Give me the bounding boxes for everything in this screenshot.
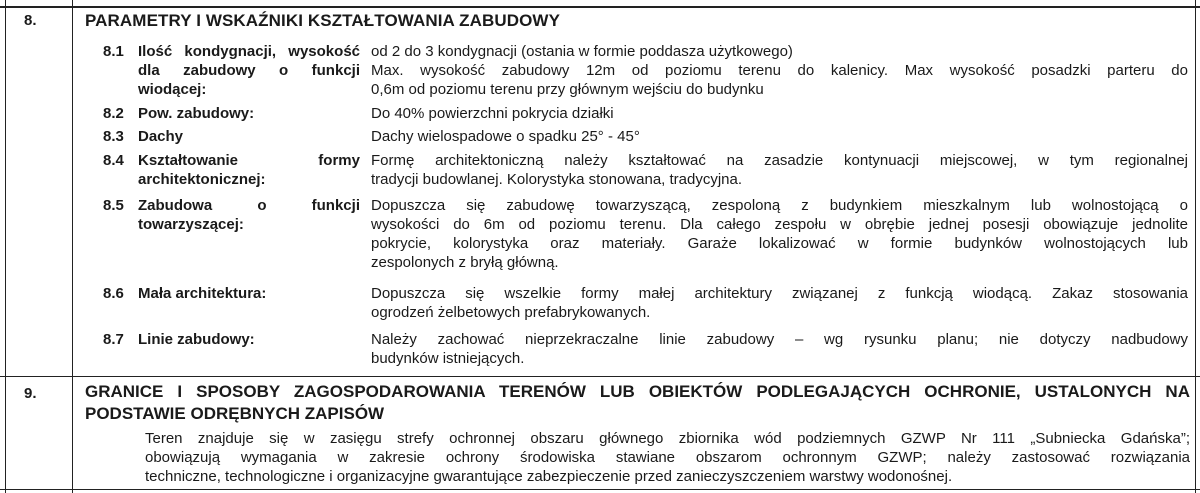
item-number: 8.3 — [103, 128, 124, 145]
section-9-paragraph — [145, 429, 1190, 486]
text-line: techniczne, technologiczne i organizacyjne gwarantujące zabezpieczenie przed zanieczyszczeniem warstwy wodonośnej. — [145, 468, 953, 485]
text-line: wysokości do 6m od poziomu terenu. Dla całego zespołu w obrębie jednej posesji obowiązuje jednolite — [371, 216, 1188, 233]
text-line: od 2 do 3 kondygnacji (ostania w formie poddasza użytkowego) — [371, 43, 793, 60]
text-line: Do 40% powierzchni pokrycia działki — [371, 105, 614, 122]
item-label: Mała architektura: — [138, 285, 267, 302]
item-number: 8.2 — [103, 105, 124, 122]
text-line: tradycji budowlanej. Kolorystyka stonowana, tradycyjna. — [371, 171, 743, 188]
item-number: 8.1 — [103, 43, 124, 60]
item-text — [371, 284, 1188, 322]
item-text — [371, 104, 1188, 123]
text-line: zespolonych z bryłą główną. — [371, 254, 559, 271]
section-9-title: GRANICE I SPOSOBY ZAGOSPODAROWANIA TERENÓW LUB OBIEKTÓW PODLEGAJĄCYCH OCHRONIE, USTALONYCH NA PODSTAWIE ODRĘBNYCH ZAPISÓW — [85, 382, 1190, 423]
text-line: Dopuszcza się wszelkie formy małej architektury związanej z funkcją wiodącą. Zakaz stosowania — [371, 285, 1188, 302]
text-line: 0,6m od poziomu terenu przy głównym wejściu do budynku — [371, 81, 764, 98]
table-left-border — [5, 0, 6, 493]
item-label: Ilość kondygnacji, wysokość dla zabudowy o funkcji wiodącej: — [138, 43, 360, 98]
text-line: obowiązują wymagania w zakresie ochrony środowiska stawiane obszarom ochronnym GZWP; należy zastosować rozwiązania — [145, 449, 1190, 466]
text-line: Max. wysokość zabudowy 12m od poziomu terenu do kalenicy. Max wysokość posadzki parteru do — [371, 62, 1188, 79]
item-label: Dachy — [138, 128, 184, 145]
item-number: 8.5 — [103, 197, 124, 214]
item-text — [371, 330, 1188, 368]
table-column-divider — [72, 0, 73, 493]
text-line: Teren znajduje się w zasięgu strefy ochronnej obszaru głównego zbiornika wód podziemnych GZWP Nr 111 „Subniecka Gdańska”; — [145, 430, 1190, 447]
text-line: Dopuszcza się zabudowę towarzyszącą, zespoloną z budynkiem mieszkalnym lub wolnostojącą o — [371, 197, 1188, 214]
section-8-number: 8. — [24, 12, 37, 29]
table-bottom-border — [0, 489, 1200, 490]
text-line: Formę architektoniczną należy kształtować na zasadzie kontynuacji miejscowej, w tym regionalnej — [371, 152, 1188, 169]
item-number: 8.7 — [103, 331, 124, 348]
item-text — [371, 127, 1188, 146]
item-label: Zabudowa o funkcji towarzyszącej: — [138, 197, 360, 233]
item-text — [371, 151, 1188, 189]
item-label: Kształtowanie formy architektonicznej: — [138, 152, 360, 188]
item-number: 8.6 — [103, 285, 124, 302]
text-line: Dachy wielospadowe o spadku 25° - 45° — [371, 128, 640, 145]
text-line: pokrycie, kolorystyka oraz materiały. Garaże lokalizować w formie budynków wolnostojących lub — [371, 235, 1188, 252]
item-number: 8.4 — [103, 152, 124, 169]
item-text — [371, 42, 1188, 99]
item-label: Pow. zabudowy: — [138, 105, 255, 122]
item-text — [371, 196, 1188, 272]
table-top-border — [0, 0, 1200, 8]
section-9-number: 9. — [24, 385, 37, 402]
text-line: Należy zachować nieprzekraczalne linie zabudowy – wg rysunku planu; nie dotyczy nadbudowy — [371, 331, 1188, 348]
item-label: Linie zabudowy: — [138, 331, 255, 348]
text-line: ogrodzeń żelbetowych prefabrykowanych. — [371, 304, 651, 321]
section-divider — [0, 376, 1200, 377]
section-8-title: PARAMETRY I WSKAŹNIKI KSZTAŁTOWANIA ZABUDOWY — [85, 11, 561, 30]
table-right-border — [1195, 0, 1196, 493]
text-line: budynków istniejących. — [371, 350, 525, 367]
